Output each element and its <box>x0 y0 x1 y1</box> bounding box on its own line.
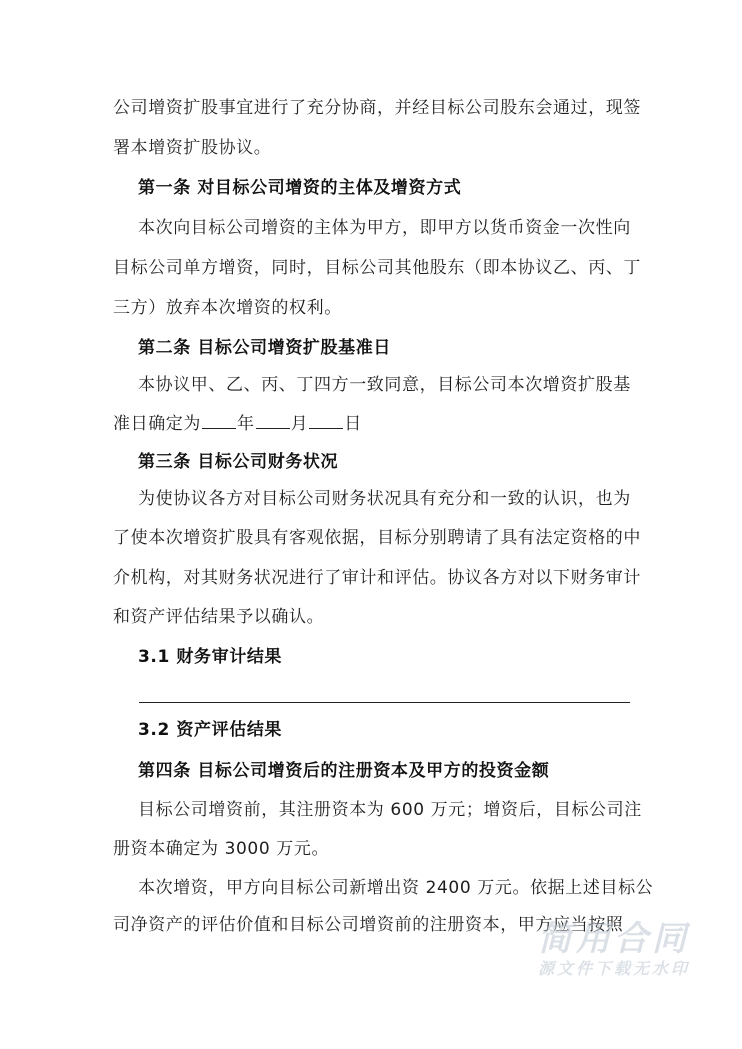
year-blank <box>202 412 236 429</box>
paragraph-line: 署本增资扩股协议。 <box>113 138 272 158</box>
paragraph-line: 册资本确定为 3000 万元。 <box>113 839 330 859</box>
paragraph-line: 和资产评估结果予以确认。 <box>113 607 325 627</box>
month-blank <box>256 412 290 429</box>
article-heading: 第二条 目标公司增资扩股基准日 <box>138 338 391 358</box>
paragraph-line: 目标公司单方增资，同时，目标公司其他股东（即本协议乙、丙、丁 <box>113 258 641 278</box>
year-label: 年 <box>237 414 255 434</box>
section-heading: 3.1 财务审计结果 <box>138 647 283 667</box>
paragraph-line: 司净资产的评估价值和目标公司增资前的注册资本，甲方应当按照 <box>113 915 624 935</box>
date-line <box>113 412 633 435</box>
paragraph-line: 了使本次增资扩股具有客观依据，目标分别聘请了具有法定资格的中 <box>113 528 641 548</box>
article-heading: 第三条 目标公司财务状况 <box>138 452 339 472</box>
date-prefix: 准日确定为 <box>113 414 201 434</box>
day-blank <box>309 412 343 429</box>
paragraph-line: 介机构，对其财务状况进行了审计和评估。协议各方对以下财务审计 <box>113 568 641 588</box>
paragraph-line: 三方）放弃本次增资的权利。 <box>113 298 342 318</box>
paragraph-line: 本次向目标公司增资的主体为甲方，即甲方以货币资金一次性向 <box>138 218 631 238</box>
article-heading: 第四条 目标公司增资后的注册资本及甲方的投资金额 <box>138 761 550 781</box>
paragraph-line: 目标公司增资前，其注册资本为 600 万元；增资后，目标公司注 <box>138 800 642 820</box>
blank-result-line <box>139 702 630 703</box>
article-heading: 第一条 对目标公司增资的主体及增资方式 <box>138 178 462 198</box>
paragraph-line: 本协议甲、乙、丙、丁四方一致同意，目标公司本次增资扩股基 <box>138 375 631 395</box>
paragraph-line: 为使协议各方对目标公司财务状况具有充分和一致的认识，也为 <box>138 489 631 509</box>
month-label: 月 <box>290 414 309 434</box>
paragraph-line: 本次增资，甲方向目标公司新增出资 2400 万元。依据上述目标公 <box>138 878 654 898</box>
day-label: 日 <box>344 414 362 434</box>
watermark-subtitle: 源文件下载无水印 <box>537 959 690 978</box>
section-heading: 3.2 资产评估结果 <box>138 720 283 740</box>
paragraph-line: 公司增资扩股事宜进行了充分协商，并经目标公司股东会通过，现签 <box>113 98 641 118</box>
watermark-brand: 简用合同 <box>538 919 690 959</box>
